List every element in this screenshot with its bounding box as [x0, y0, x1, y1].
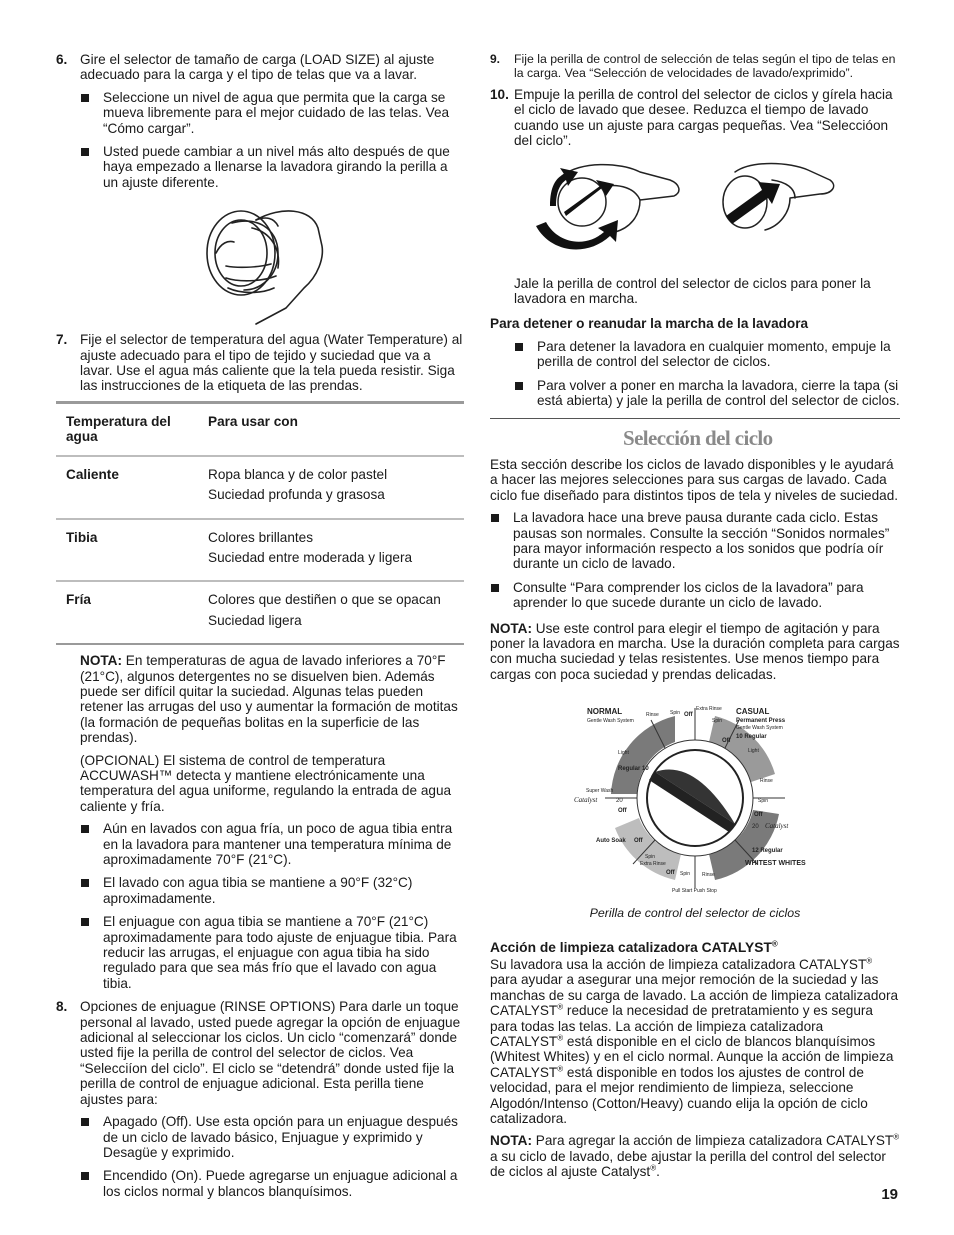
cycle-selector-dial: [490, 700, 900, 900]
dial-label-regular10-right: 10 Regular: [736, 734, 767, 741]
table-row: [56, 519, 464, 582]
dial-label-catalyst-left: Catalyst: [574, 796, 598, 805]
step-number: 9.: [490, 52, 501, 66]
dial-label-20-right: 20: [752, 824, 759, 831]
table-header-cell: Temperatura del agua: [66, 413, 171, 445]
table-row: [56, 581, 464, 644]
step-10: [490, 87, 900, 149]
dial-label-spin: Spin: [680, 871, 691, 878]
table-header-cell: Para usar con: [208, 413, 298, 429]
right-column: [490, 52, 900, 1187]
table-cell-temp: Fría: [66, 592, 91, 608]
note-3: NOTA: Para agregar la acción de limpieza catalizadora CATALYST® a su ciclo de lavado, debe ajustar la perilla del control del selector de ciclos al ajuste Catalyst®.: [490, 1132, 900, 1180]
dial-label-extra-rinse: Extra Rinse: [640, 861, 666, 868]
step-text: Empuje la perilla de control del selector de ciclos y gírela hacia el ciclo de lavado que desee. Reduzca el tiempo de lavado cuando use un ajuste para cargas pequeñas. Vea “Seleccióon del ciclo”.: [514, 87, 893, 149]
bullet-item: Aún en lavados con agua fría, un poco de agua tibia entra en la lavadora para mantener una temperatura mínima de aproximadamente 70°F (21°C).: [80, 821, 464, 867]
dial-label-normal-sub: Gentle Wash System: [587, 718, 634, 725]
table-row: [56, 456, 464, 519]
bullet-item: Apagado (Off). Use esta opción para un enjuague después de un ciclo de lavado básico, Enjuague y exprimido y Desagüe y exprimido.: [80, 1114, 464, 1160]
dial-label-rinse: Rinse: [646, 712, 659, 719]
table-cell-uses: [198, 581, 464, 644]
table-cell-use: Suciedad entre moderada y ligera: [208, 549, 413, 565]
step-7: [56, 332, 464, 394]
dial-label-casual-sub1: Permanent Press: [736, 718, 786, 725]
dial-label-normal: NORMAL: [587, 707, 623, 717]
step-9: [490, 52, 900, 80]
dial-label-spin: Spin: [758, 798, 769, 805]
bullet-item: El lavado con agua tibia se mantiene a 90°F (32°C) aproximadamente.: [80, 875, 464, 906]
dial-label-regular10-left: Regular 10: [618, 766, 649, 773]
dial-caption: Perilla de control del selector de ciclos: [589, 906, 801, 921]
table-cell-use: Ropa blanca y de color pastel: [208, 466, 388, 482]
left-column: [56, 52, 464, 1207]
dial-label-off: Off: [754, 812, 763, 819]
table-cell-temp: Tibia: [66, 529, 98, 545]
dial-label-casual: CASUAL: [736, 707, 770, 717]
note-1: NOTA: En temperaturas de agua de lavado inferiores a 70°F (21°C), algunos detergentes no se disuelven bien. Además puede ser difícil quitar la suciedad. Algunas telas pueden retener las arrugas del uso y aumentar la formación de motitas (la formación de pequeñas bolitas en la superficie de las prendas).: [80, 653, 458, 746]
dial-label-catalyst-right: Catalyst: [765, 822, 789, 831]
step-number: 7.: [56, 332, 68, 348]
dial-label-rinse: Rinse: [760, 778, 773, 785]
table-cell-temp: Caliente: [66, 466, 119, 482]
step-text: Opciones de enjuague (RINSE OPTIONS) Para darle un toque personal al lavado, usted puede agregar la opción de enjuague adicional al seleccionar los ciclos. Un ciclo “comenzará” donde usted fije la perilla de control del selector de ciclos. Vea “Selecciíon del ciclo”. El ciclo se “detendrá” donde usted fije la perilla de control de enjuague adicional. Esta perilla tiene ajustes para:: [80, 999, 461, 1107]
dial-label-super-wash: Super Wash: [586, 788, 614, 795]
table-cell-use: Suciedad ligera: [208, 612, 302, 628]
section-title: Selección del ciclo: [623, 426, 773, 451]
load-size-knob-illustration: [56, 198, 464, 328]
page-number: 19: [881, 1186, 898, 1203]
dial-label-whitest-whites: WHITEST WHITES: [745, 860, 806, 868]
note-2: NOTA: Use este control para elegir el tiempo de agitación y para poner la lavadora en marcha. Use la duración completa para cargas con mucha suciedad y telas resistentes. Use menos tiempo para cargas con poca suciedad y prendas delicadas.: [490, 620, 900, 682]
dial-label-spin: Spin: [645, 854, 656, 861]
dial-label-auto-soak: Auto Soak: [596, 838, 626, 845]
dial-label-off: Off: [634, 838, 643, 845]
step-number: 10.: [490, 87, 509, 102]
step-text: Fije la perilla de control de selección de telas según el tipo de telas en la carga. Vea “Selección de velocidades de lavado/exprimido”.: [514, 52, 896, 80]
bullet-item: Consulte “Para comprender los ciclos de la lavadora” para aprender lo que sucede durante un ciclo de lavado.: [490, 580, 900, 611]
water-temperature-table: [56, 401, 464, 645]
dial-label-off: Off: [618, 808, 627, 815]
dial-label-regular12: 12 Regular: [752, 848, 783, 855]
table-cell-uses: [198, 456, 464, 519]
table-cell-uses: [198, 519, 464, 582]
step-number: 6.: [56, 52, 68, 67]
bullet-item: Encendido (On). Puede agregarse un enjuague adicional a los ciclos normal y blancos blanquísimos.: [80, 1168, 464, 1199]
step-number: 8.: [56, 999, 68, 1015]
push-pull-knob-illustration: [490, 156, 900, 266]
table-cell-use: Suciedad profunda y grasosa: [208, 487, 385, 503]
bullet-item: El enjuague con agua tibia se mantiene a 70°F (21°C) aproximadamente para todo ajuste de enjuague tibia. Para reducir las arrugas, el enjuague con agua tibia ha sido regulado para que sea más frío que el lavado con agua tibia.: [80, 914, 464, 991]
dial-label-extra-rinse: Extra Rinse: [696, 706, 722, 713]
bullet-item: La lavadora hace una breve pausa durante cada ciclo. Estas pausas son normales. Consulte la sección “Sonidos normales” para mayor información respecto a los sonidos que podría oír durante un ciclo de lavado.: [490, 510, 900, 572]
intro-paragraph: Esta sección describe los ciclos de lavado disponibles y le ayudará a hacer las mejores selecciones para sus cargas de lavado. Cada ciclo fue diseñado para distintos tipos de tela y niveles de suciedad.: [490, 456, 899, 503]
step-8: [56, 999, 464, 1199]
step-6: [56, 52, 464, 190]
step-text: Fije el selector de temperatura del agua (Water Temperature) al ajuste adecuado para el tipo de tejido y suciedad que va a lavar. Use el agua más caliente que la tela pueda resistir. Siga las instrucciones de la etiqueta de las prendas.: [80, 332, 463, 394]
stop-resume-heading: Para detener o reanudar la marcha de la lavadora: [490, 316, 809, 332]
dial-label-casual-sub2: Gentle Wash System: [736, 725, 783, 732]
dial-label-off: Off: [684, 712, 693, 719]
dial-label-off: Off: [722, 738, 731, 745]
catalyst-heading: Acción de limpieza catalizadora CATALYST®: [490, 938, 778, 955]
note-block: [56, 653, 464, 991]
dial-label-off: Off: [666, 870, 675, 877]
bullet-item: Seleccione un nivel de agua que permita que la carga se mueva libremente para el mejor cuidado de las telas. Vea “Cómo cargar”.: [80, 90, 464, 136]
optional-paragraph: (OPCIONAL) El sistema de control de temperatura ACCUWASH™ detecta y mantiene electrónicamente una temperatura del agua uniforme, regulando la entrada de agua caliente y fría.: [80, 752, 452, 814]
dial-label-pull-start: Pull Start Push Stop: [672, 888, 717, 895]
dial-label-light-left: Light: [618, 750, 629, 757]
table-header-row: [56, 402, 464, 455]
bullet-item: Para volver a poner en marcha la lavadora, cierre la tapa (si está abierta) y jale la perilla de control del selector de ciclos.: [514, 378, 900, 409]
table-cell-use: Colores que destiñen o que se opacan: [208, 592, 441, 608]
pull-start-text: Jale la perilla de control del selector de ciclos para poner la lavadora en marcha.: [514, 275, 871, 307]
bullet-item: Usted puede cambiar a un nivel más alto después de que haya empezado a llenarse la lavadora girando la perilla a un ajuste diferente.: [80, 144, 464, 190]
table-cell-use: Colores brillantes: [208, 529, 314, 545]
bullet-item: Para detener la lavadora en cualquier momento, empuje la perilla de control del selector de ciclos.: [514, 339, 900, 370]
step-text: Gire el selector de tamaño de carga (LOAD SIZE) al ajuste adecuado para la carga y el tipo de telas que va a lavar.: [80, 52, 435, 83]
dial-label-rinse: Rinse: [702, 872, 715, 879]
dial-label-light-right: Light: [748, 748, 759, 755]
dial-label-spin: Spin: [712, 718, 723, 725]
dial-label-spin: Spin: [670, 710, 681, 717]
dial-label-20-left: 20: [616, 798, 623, 805]
catalyst-paragraph: Su lavadora usa la acción de limpieza catalizadora CATALYST® para ayudar a asegurar una mejor remoción de la suciedad y las manchas de su carga de lavado. La acción de limpieza catalizadora CATALYST® reduce la necesidad de pretratamiento y es segura para todas las telas. La acción de limpieza catalizadora CATALYST® está disponible en el ciclo de blancos blanquísimos (Whitest Whites) y en el ciclo normal. Aunque la acción de limpieza CATALYST® está disponible en todos los ajustes de control de velocidad, para el mejor rendimiento de limpieza, seleccione Algodón/Intenso (Cotton/Heavy) cuando elija la opción de ciclo catalizadora.: [490, 956, 899, 1127]
section-divider: [490, 418, 900, 419]
